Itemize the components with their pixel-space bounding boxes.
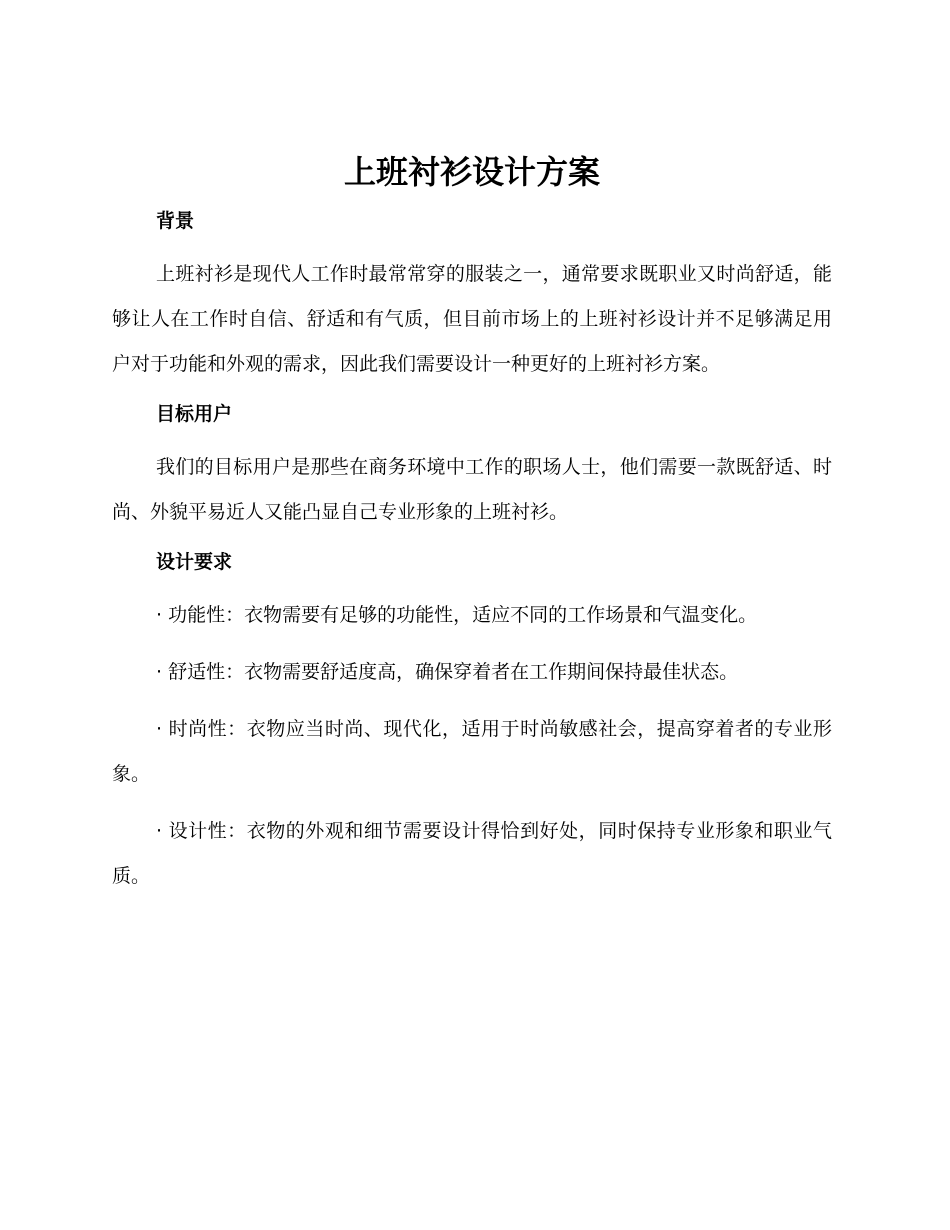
background-paragraph: 上班衬衫是现代人工作时最常常穿的服装之一，通常要求既职业又时尚舒适，能够让人在工作时自信、舒适和有气质，但目前市场上的上班衬衫设计并不足够满足用户对于功能和外观的需求，因此我们需要设计一种更好的上班衬衫方案。 bbox=[112, 263, 832, 375]
requirement-comfort: · 舒适性：衣物需要舒适度高，确保穿着者在工作期间保持最佳状态。 bbox=[156, 661, 739, 683]
requirement-design: · 设计性：衣物的外观和细节需要设计得恰到好处，同时保持专业形象和职业气质。 bbox=[112, 820, 832, 887]
document-page bbox=[112, 146, 832, 899]
requirement-functionality: · 功能性：衣物需要有足够的功能性，适应不同的工作场景和气温变化。 bbox=[156, 604, 758, 626]
section-heading-design-requirements: 设计要求 bbox=[156, 551, 233, 573]
section-heading-background: 背景 bbox=[156, 210, 195, 232]
section-heading-target-users: 目标用户 bbox=[156, 403, 233, 425]
target-users-paragraph: 我们的目标用户是那些在商务环境中工作的职场人士，他们需要一款既舒适、时尚、外貌平易近人又能凸显自己专业形象的上班衬衫。 bbox=[112, 456, 832, 523]
requirement-fashion: · 时尚性：衣物应当时尚、现代化，适用于时尚敏感社会，提高穿着者的专业形象。 bbox=[112, 718, 832, 785]
document-title: 上班衬衫设计方案 bbox=[343, 153, 600, 191]
